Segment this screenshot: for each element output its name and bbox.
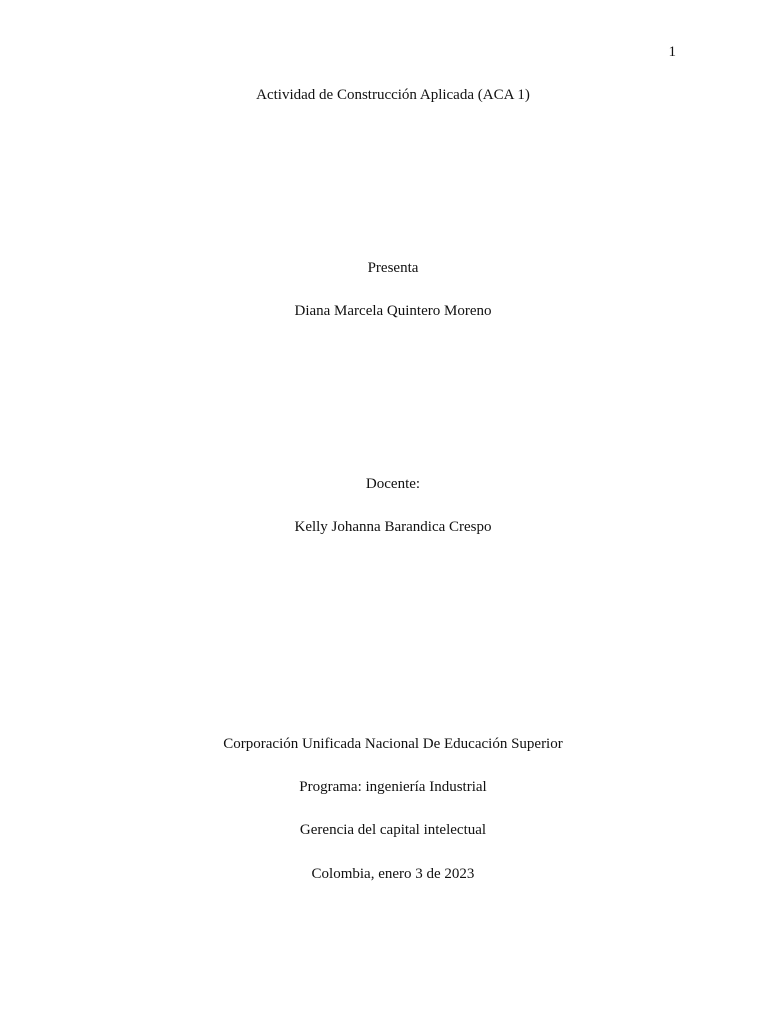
institution-name: Corporación Unificada Nacional De Educación Superior xyxy=(223,736,563,752)
page-number: 1 xyxy=(668,44,676,60)
teacher-label: Docente: xyxy=(365,476,421,492)
presenter-name: Diana Marcela Quintero Moreno xyxy=(294,303,492,319)
program-name: Programa: ingeniería Industrial xyxy=(299,779,487,795)
presenter-label: Presenta xyxy=(367,260,419,276)
teacher-name: Kelly Johanna Barandica Crespo xyxy=(294,519,492,535)
course-name: Gerencia del capital intelectual xyxy=(299,822,487,838)
document-title: Actividad de Construcción Aplicada (ACA 1) xyxy=(256,87,530,103)
place-date: Colombia, enero 3 de 2023 xyxy=(311,866,475,882)
